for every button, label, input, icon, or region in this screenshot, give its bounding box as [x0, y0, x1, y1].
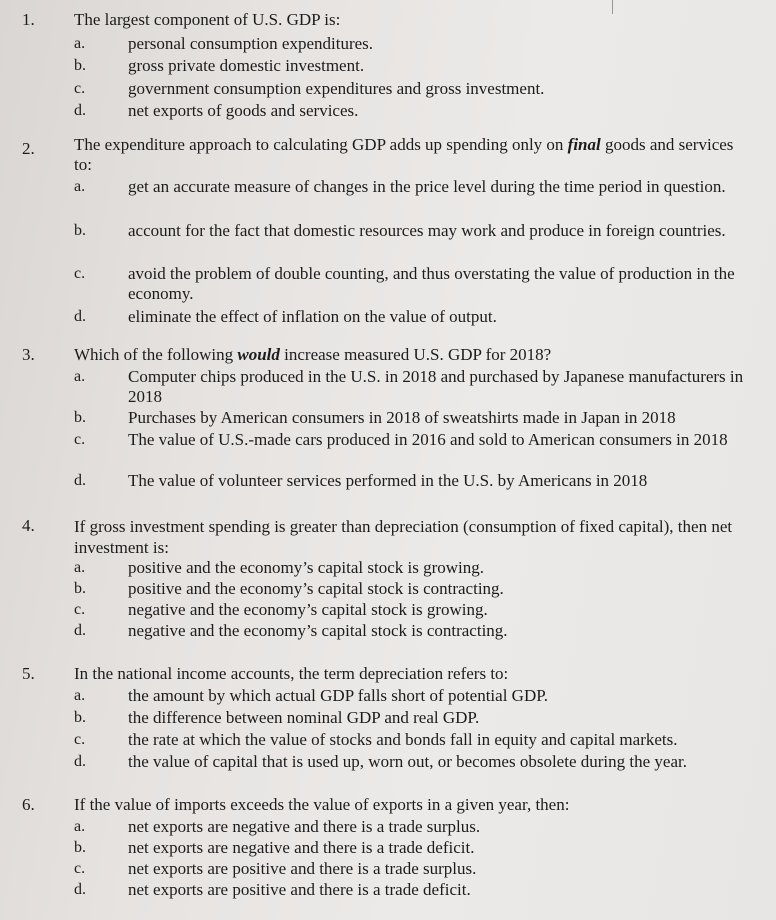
option-text: net exports are negative and there is a trade surplus. [128, 817, 481, 836]
option-text: net exports of goods and services. [128, 101, 359, 120]
option-text: gross private domestic investment. [128, 56, 365, 75]
question-stem: In the national income accounts, the term depreciation refers to: [74, 664, 509, 683]
option-text: the difference between nominal GDP and real GDP. [128, 708, 480, 727]
option-letter: c. [74, 731, 86, 748]
option-letter: a. [74, 559, 86, 576]
option-letter: a. [74, 178, 86, 195]
question-number: 2. [22, 139, 35, 158]
option-letter: a. [74, 368, 86, 385]
option-text: the rate at which the value of stocks and bonds fall in equity and capital markets. [128, 730, 678, 749]
question-stem: The largest component of U.S. GDP is: [74, 10, 341, 29]
question-number: 1. [22, 10, 35, 29]
option-text: positive and the economy’s capital stock is growing. [128, 558, 484, 577]
option-letter: b. [74, 222, 86, 239]
option-letter: b. [74, 709, 86, 726]
option-text: positive and the economy’s capital stock is contracting. [128, 579, 504, 598]
option-letter: b. [74, 57, 86, 74]
question-number: 3. [22, 345, 35, 364]
option-text: Computer chips produced in the U.S. in 2018 and purchased by Japanese manufacturers in 2018 [128, 367, 744, 406]
stem-emphasis: would [237, 345, 280, 364]
option-letter: b. [74, 839, 86, 856]
option-text: the value of capital that is used up, worn out, or becomes obsolete during the year. [128, 752, 687, 771]
question-number: 4. [22, 516, 35, 535]
question-stem: If gross investment spending is greater than depreciation (consumption of fixed capital), then net investment is: [74, 517, 733, 557]
option-text: Purchases by American consumers in 2018 of sweatshirts made in Japan in 2018 [128, 408, 676, 427]
question-stem: If the value of imports exceeds the value of exports in a given year, then: [74, 795, 570, 814]
option-letter: a. [74, 818, 86, 835]
option-letter: b. [74, 580, 86, 597]
option-letter: d. [74, 622, 86, 639]
option-letter: a. [74, 687, 86, 704]
option-text: account for the fact that domestic resources may work and produce in foreign countries. [128, 221, 726, 240]
stem-text: goods and services to: [74, 135, 734, 174]
option-letter: c. [74, 431, 86, 448]
option-text: The value of U.S.-made cars produced in 2016 and sold to American consumers in 2018 [128, 430, 728, 449]
question-number: 5. [22, 664, 35, 683]
option-letter: d. [74, 881, 86, 898]
option-text: government consumption expenditures and gross investment. [128, 79, 545, 98]
option-text: net exports are positive and there is a trade surplus. [128, 859, 477, 878]
stem-text: increase measured U.S. GDP for 2018? [279, 345, 552, 364]
option-text: eliminate the effect of inflation on the value of output. [128, 307, 497, 326]
question-number: 6. [22, 795, 35, 814]
option-text: negative and the economy’s capital stock is growing. [128, 600, 488, 619]
option-text: negative and the economy’s capital stock is contracting. [128, 621, 508, 640]
option-text: personal consumption expenditures. [128, 34, 374, 53]
question-stem [74, 135, 754, 175]
option-letter: a. [74, 35, 86, 52]
option-text: The value of volunteer services performed in the U.S. by Americans in 2018 [128, 471, 648, 490]
stem-text: The expenditure approach to calculating GDP adds up spending only on [74, 135, 568, 154]
option-text: get an accurate measure of changes in the price level during the time period in question. [128, 177, 726, 196]
option-letter: c. [74, 860, 86, 877]
option-text: the amount by which actual GDP falls short of potential GDP. [128, 686, 549, 705]
option-letter: d. [74, 472, 86, 489]
question-stem [74, 345, 754, 365]
option-letter: c. [74, 601, 86, 618]
option-letter: c. [74, 80, 86, 97]
stem-text: Which of the following [74, 345, 238, 364]
stem-emphasis: final [567, 135, 601, 154]
option-text: net exports are negative and there is a trade deficit. [128, 838, 475, 857]
option-letter: c. [74, 265, 86, 282]
option-letter: b. [74, 409, 86, 426]
option-text: avoid the problem of double counting, and thus overstating the value of production in the economy. [128, 264, 735, 303]
option-letter: d. [74, 753, 86, 770]
option-text: net exports are positive and there is a trade deficit. [128, 880, 471, 899]
option-letter: d. [74, 308, 86, 325]
option-letter: d. [74, 102, 86, 119]
